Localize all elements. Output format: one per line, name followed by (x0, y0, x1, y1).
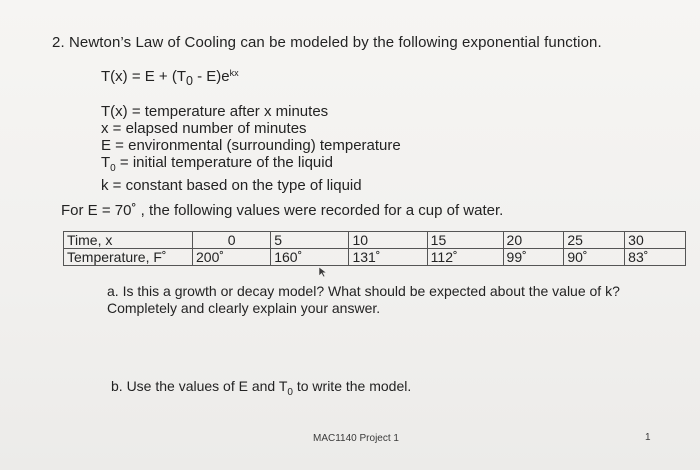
row-label-temperature: Temperature, F˚ (64, 249, 193, 266)
definition-subscript: 0 (110, 163, 116, 174)
formula-subscript: 0 (186, 74, 193, 88)
definition-line: T(x) = temperature after x minutes (101, 103, 329, 120)
table-cell: 131˚ (349, 249, 427, 266)
footer-course: MAC1140 Project 1 (313, 433, 399, 444)
part-b-text-end: to write the model. (292, 378, 412, 394)
table-cell: 30 (625, 232, 686, 249)
definition-line (101, 154, 401, 177)
table-cell: 20 (503, 232, 564, 249)
table-cell: 99˚ (503, 249, 564, 266)
variable-definitions (101, 103, 401, 194)
table-cell: 25 (564, 232, 625, 249)
data-table (63, 231, 686, 266)
table-cell: 0 (193, 232, 271, 249)
part-b-text: b. Use the values of E and T (111, 378, 288, 394)
cooling-formula (101, 68, 239, 88)
formula-main: T(x) = E + (T (101, 68, 187, 85)
part-b-question (111, 378, 411, 398)
part-b-subscript: 0 (287, 386, 293, 398)
table-cell: 160˚ (271, 249, 349, 266)
given-statement: For E = 70˚ , the following values were recorded for a cup of water. (61, 202, 504, 219)
definition-symbol: T (101, 154, 111, 171)
table-cell: 10 (349, 232, 427, 249)
table-cell: 112˚ (427, 249, 503, 266)
table-cell: 90˚ (564, 249, 625, 266)
definition-text: = initial temperature of the liquid (115, 154, 333, 171)
formula-exponent: kx (229, 68, 239, 78)
table-cell: 5 (271, 232, 349, 249)
table-row (64, 232, 686, 249)
formula-tail: - E)e (192, 68, 230, 85)
page-number: 1 (645, 432, 651, 443)
table-row (64, 249, 686, 266)
definition-line: x = elapsed number of minutes (101, 120, 307, 137)
question-title: 2. Newton’s Law of Cooling can be modeled by the following exponential function. (52, 34, 602, 51)
definition-line: k = constant based on the type of liquid (101, 177, 362, 194)
mouse-pointer-icon (318, 266, 328, 278)
row-label-time: Time, x (64, 232, 193, 249)
table-cell: 83˚ (625, 249, 686, 266)
part-a-question: a. Is this a growth or decay model? What should be expected about the value of k? Completely and clearly explain your answer. (107, 283, 620, 316)
table-cell: 15 (427, 232, 503, 249)
definition-line: E = environmental (surrounding) temperature (101, 137, 401, 154)
table-cell: 200˚ (193, 249, 271, 266)
